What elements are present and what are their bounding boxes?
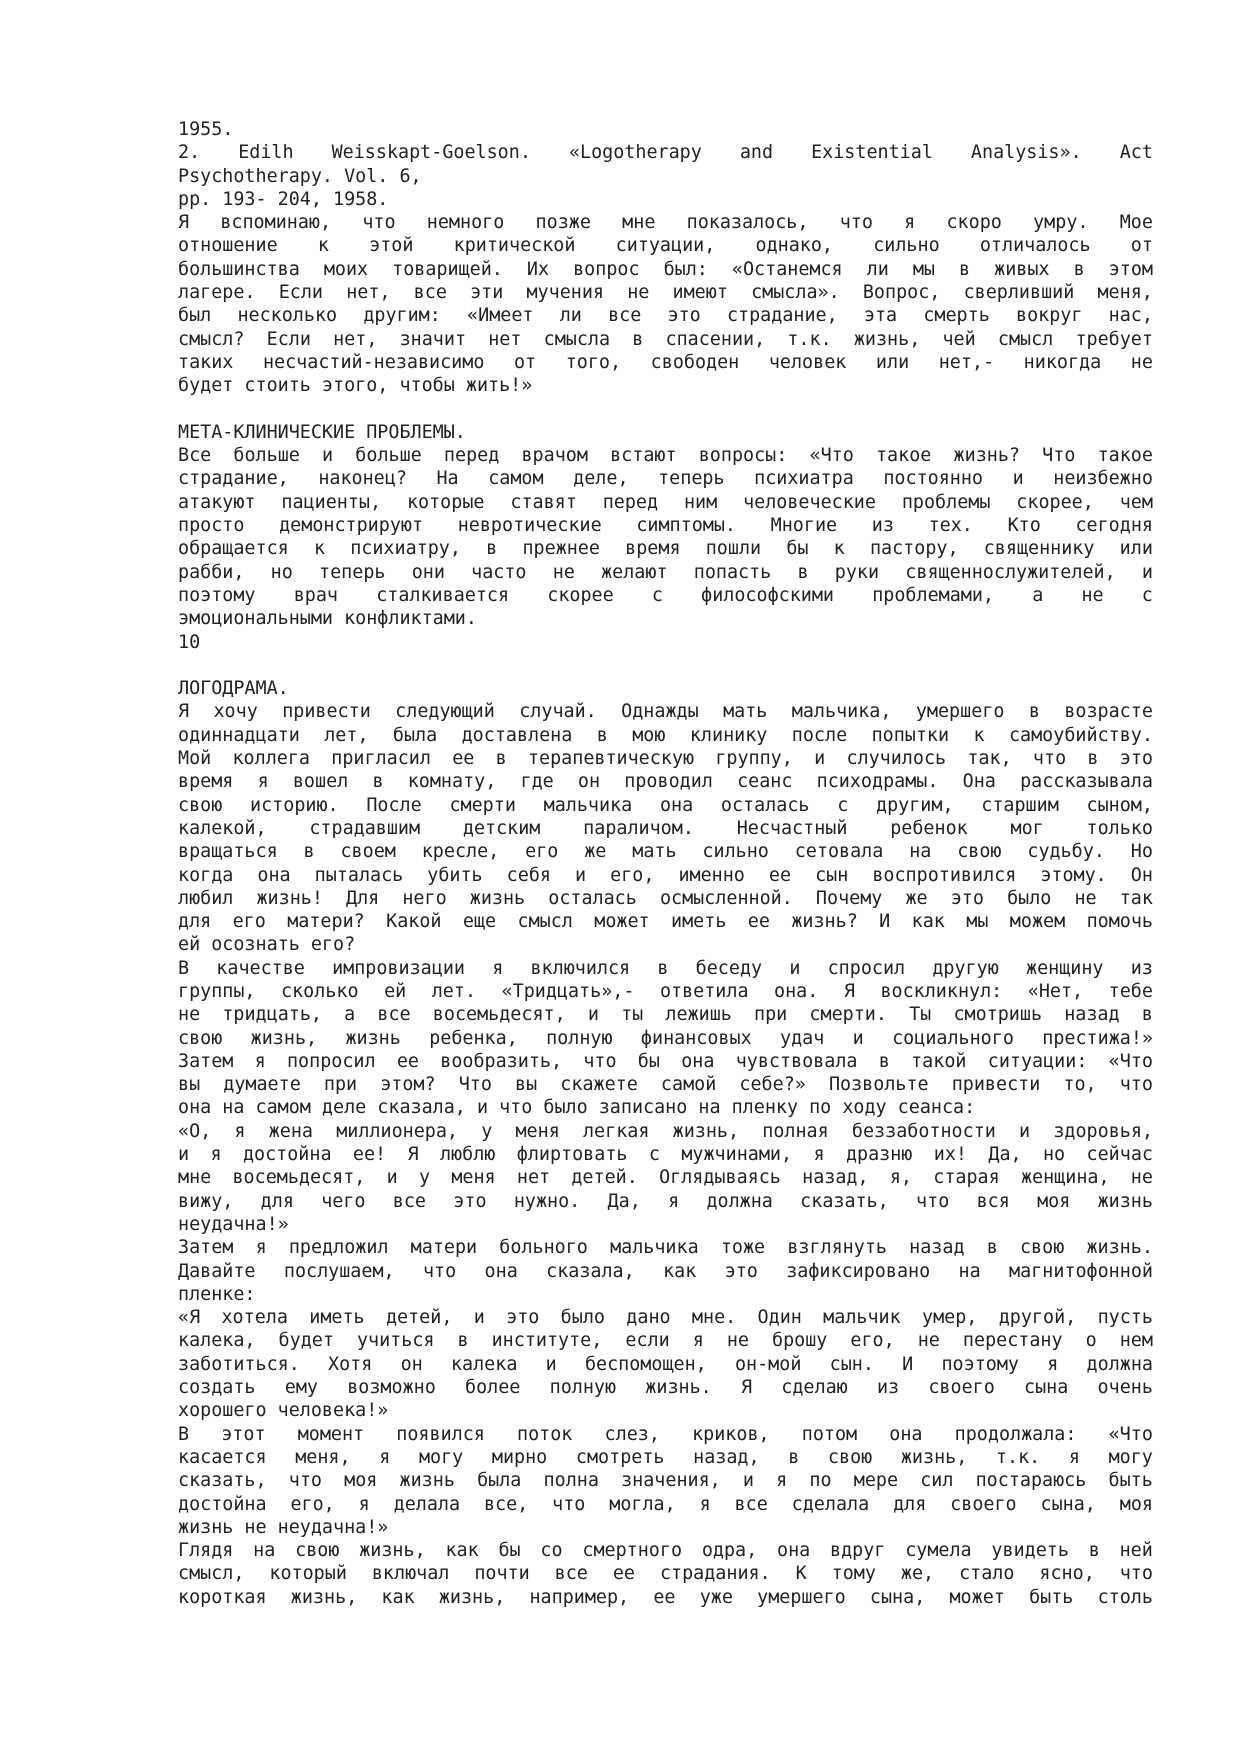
text-line: смысл? Если нет, значит нет смысла в спасении, т.к. жизнь, чей смысл требует <box>178 328 1153 350</box>
text-line: Я вспоминаю, что немного позже мне показалось, что я скоро умру. Мое <box>178 212 1153 234</box>
text-line: одиннадцати лет, была доставлена в мою клинику после попытки к самоубийству. <box>178 724 1153 746</box>
text-line: Затем я попросил ее вообразить, что бы она чувствовала в такой ситуации: «Что <box>178 1050 1153 1072</box>
text-line: смысл, который включал почти все ее страдания. К тому же, стало ясно, что <box>178 1563 1153 1585</box>
text-line: хорошего человека!» <box>178 1400 389 1422</box>
text-line: Мой коллега пригласил ее в терапевтическую группу, и случилось так, что в это <box>178 748 1153 770</box>
text-line: вы думаете при этом? Что вы скажете самой себе?» Позвольте привести то, что <box>178 1074 1153 1096</box>
document-page <box>178 118 1153 1609</box>
text-line: короткая жизнь, как жизнь, например, ее уже умершего сына, может быть столь <box>178 1586 1153 1608</box>
text-line: калека, будет учиться в институте, если я не брошу его, не перестану о нем <box>178 1330 1153 1352</box>
text-line: вижу, для чего все это нужно. Да, я должна сказать, что вся моя жизнь <box>178 1190 1153 1212</box>
text-line: «Я хотела иметь детей, и это было дано мне. Один мальчик умер, другой, пусть <box>178 1307 1153 1329</box>
text-line: МЕТА-КЛИНИЧЕСКИЕ ПРОБЛЕМЫ. <box>178 421 466 443</box>
text-line: 2. Edilh Weisskapt-Goelson. «Logotherapy and Existential Analysis». Act <box>178 142 1153 164</box>
text-line: сказать, что моя жизнь была полна значения, и я по мере сил постараюсь быть <box>178 1470 1153 1492</box>
text-line: «О, я жена миллионера, у меня легкая жизнь, полная беззаботности и здоровья, <box>178 1120 1153 1142</box>
text-line: таких несчастий-независимо от того, свободен человек или нет,- никогда не <box>178 351 1153 373</box>
text-line: Я хочу привести следующий случай. Однажды мать мальчика, умершего в возрасте <box>178 701 1153 723</box>
text-line: свою историю. После смерти мальчика она осталась с другим, старшим сыном, <box>178 794 1153 816</box>
text-line: большинства моих товарищей. Их вопрос был: «Останемся ли мы в живых в этом <box>178 258 1153 280</box>
text-line: рабби, но теперь они часто не желают попасть в руки священнослужителей, и <box>178 561 1153 583</box>
text-line: Давайте послушаем, что она сказала, как это зафиксировано на магнитофонной <box>178 1260 1153 1282</box>
text-line: не тридцать, а все восемьдесят, и ты лежишь при смерти. Ты смотришь назад в <box>178 1004 1153 1026</box>
text-line: время я вошел в комнату, где он проводил сеанс психодрамы. Она рассказывала <box>178 771 1153 793</box>
text-line: атакуют пациенты, которые ставят перед ним человеческие проблемы скорее, чем <box>178 491 1153 513</box>
text-line: В качестве импровизации я включился в беседу и спросил другую женщину из <box>178 957 1153 979</box>
text-line: неудачна!» <box>178 1213 289 1235</box>
text-line: ЛОГОДРАМА. <box>178 678 289 700</box>
text-line: Psychotherapy. Vol. 6, <box>178 165 422 187</box>
text-line: был несколько другим: «Имеет ли все это страдание, эта смерть вокруг нас, <box>178 305 1153 327</box>
text-line: касается меня, я могу мирно смотреть назад, в свою жизнь, т.к. я могу <box>178 1446 1153 1468</box>
text-line: поэтому врач сталкивается скорее с философскими проблемами, а не с <box>178 584 1153 606</box>
text-line: пленке: <box>178 1283 256 1305</box>
text-line: для его матери? Какой еще смысл может иметь ее жизнь? И как мы можем помочь <box>178 911 1153 933</box>
blank-line <box>178 654 1153 677</box>
text-line: жизнь не неудачна!» <box>178 1516 389 1538</box>
text-line: 1955. <box>178 119 234 140</box>
text-line: группы, сколько ей лет. «Тридцать»,- ответила она. Я воскликнул: «Нет, тебе <box>178 980 1153 1002</box>
text-line: отношение к этой критической ситуации, однако, сильно отличалось от <box>178 235 1153 257</box>
blank-line <box>178 398 1153 421</box>
text-line: страдание, наконец? На самом деле, теперь психиатра постоянно и неизбежно <box>178 468 1153 490</box>
text-line: лагере. Если нет, все эти мучения не имеют смысла». Вопрос, сверливший меня, <box>178 282 1153 304</box>
text-line: В этот момент появился поток слез, криков, потом она продолжала: «Что <box>178 1423 1153 1445</box>
text-line: свою жизнь, жизнь ребенка, полную финансовых удач и социального престижа!» <box>178 1027 1153 1049</box>
text-line: создать ему возможно более полную жизнь. Я сделаю из своего сына очень <box>178 1377 1153 1399</box>
text-line: достойна его, я делала все, что могла, я все сделала для своего сына, моя <box>178 1493 1153 1515</box>
text-line: будет стоить этого, чтобы жить!» <box>178 375 533 397</box>
text-line: Все больше и больше перед врачом встают вопросы: «Что такое жизнь? Что такое <box>178 445 1153 467</box>
text-line: ей осознать его? <box>178 934 356 956</box>
text-line: просто демонстрируют невротические симптомы. Многие из тех. Кто сегодня <box>178 515 1153 537</box>
text-line: заботиться. Хотя он калека и беспомощен, он-мой сын. И поэтому я должна <box>178 1353 1153 1375</box>
text-line: Затем я предложил матери больного мальчика тоже взглянуть назад в свою жизнь. <box>178 1237 1153 1259</box>
text-line: и я достойна ее! Я люблю флиртовать с мужчинами, я дразню их! Да, но сейчас <box>178 1144 1153 1166</box>
text-line: Глядя на свою жизнь, как бы со смертного одра, она вдруг сумела увидеть в ней <box>178 1540 1153 1562</box>
text-line: калекой, страдавшим детским параличом. Несчастный ребенок мог только <box>178 817 1153 839</box>
text-line: вращаться в своем кресле, его же мать сильно сетовала на свою судьбу. Но <box>178 841 1153 863</box>
text-line: обращается к психиатру, в прежнее время пошли бы к пастору, священнику или <box>178 538 1153 560</box>
text-line: она на самом деле сказала, и что было записано на пленку по ходу сеанса: <box>178 1097 976 1119</box>
text-line: любил жизнь! Для него жизнь осталась осмысленной. Почему же это было не так <box>178 887 1153 909</box>
text-line: эмоциональными конфликтами. <box>178 608 477 630</box>
text-line: когда она пыталась убить себя и его, именно ее сын воспротивился этому. Он <box>178 864 1153 886</box>
text-line: мне восемьдесят, и у меня нет детей. Оглядываясь назад, я, старая женщина, не <box>178 1167 1153 1189</box>
text-line: 10 <box>178 631 201 653</box>
text-line: pp. 193- 204, 1958. <box>178 188 389 210</box>
